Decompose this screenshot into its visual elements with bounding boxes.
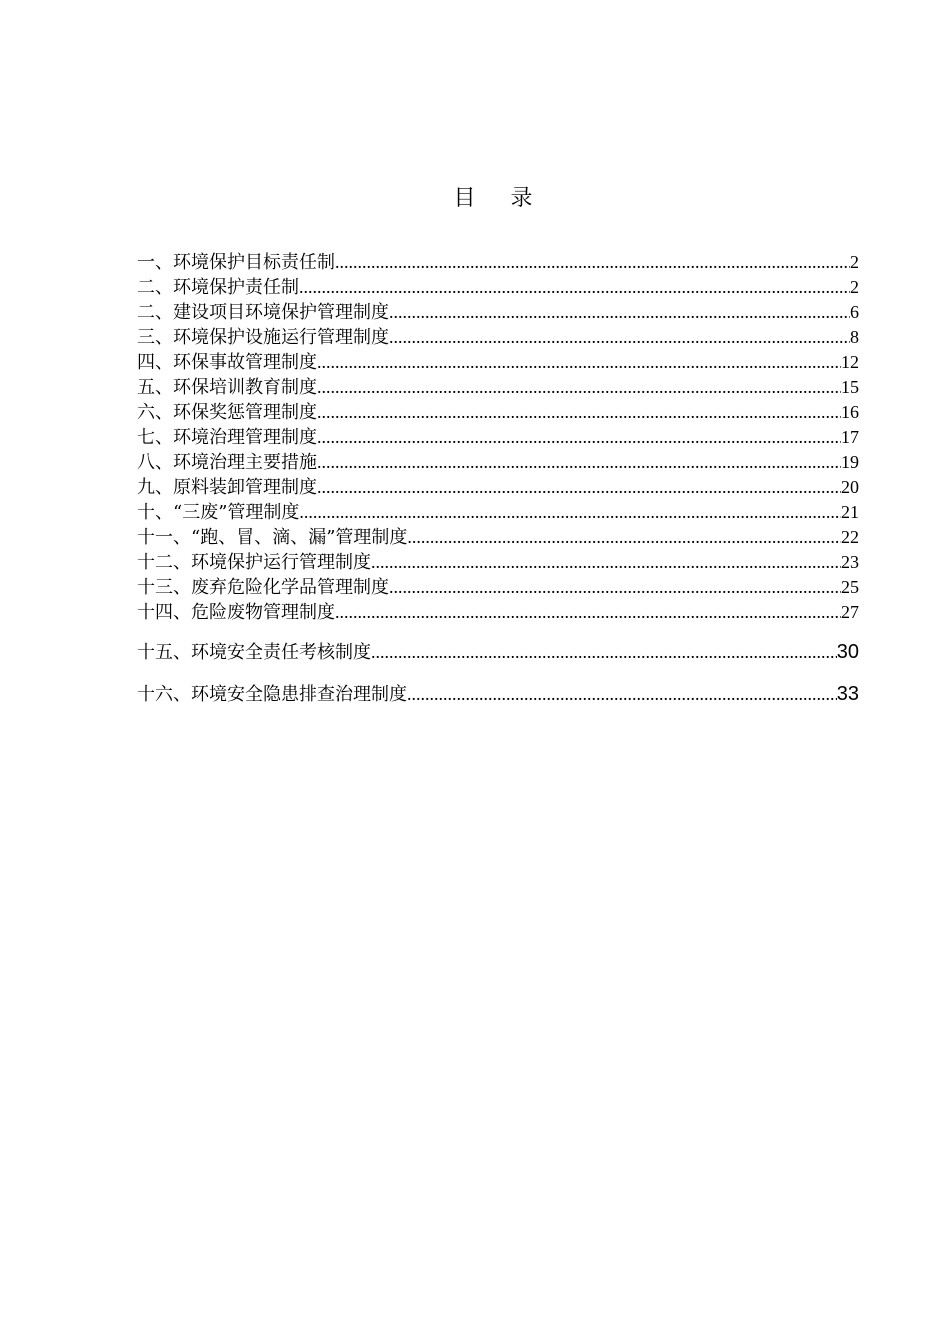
toc-entry-page: 21: [841, 502, 859, 522]
toc-entry[interactable]: [137, 475, 859, 500]
toc-entry[interactable]: [137, 500, 859, 525]
toc-entry-page: 12: [841, 352, 859, 372]
dot-leader: [317, 350, 841, 375]
toc-entry-page: 30: [836, 641, 859, 663]
dot-leader: [389, 325, 850, 350]
dot-leader: [299, 500, 841, 525]
toc-entry[interactable]: [137, 525, 859, 550]
toc-entry-label: 十五、环境安全责任考核制度: [137, 642, 371, 663]
toc-entry-label: 三、环境保护设施运行管理制度: [137, 327, 389, 348]
toc-entry-label: 四、环保事故管理制度: [137, 352, 317, 373]
dot-leader: [371, 550, 841, 575]
toc-entry-page: 22: [841, 527, 859, 547]
toc-entry[interactable]: [137, 325, 859, 350]
toc-entry-page: 2: [850, 252, 859, 272]
dot-leader: [407, 525, 841, 550]
toc-entry-page: 25: [841, 577, 859, 597]
toc-entry-label: 八、环境治理主要措施: [137, 452, 317, 473]
toc-entry-page: 2: [850, 277, 859, 297]
toc-entry[interactable]: [137, 425, 859, 450]
toc-entry[interactable]: [137, 600, 859, 625]
dot-leader: [371, 631, 837, 673]
toc-entry-label: 九、原料装卸管理制度: [137, 477, 317, 498]
dot-leader: [317, 400, 841, 425]
dot-leader: [389, 300, 850, 325]
toc-entry-label: 六、环保奖惩管理制度: [137, 402, 317, 423]
dot-leader: [335, 600, 841, 625]
toc-entry-page: 20: [841, 477, 859, 497]
toc-entry-page: 23: [841, 552, 859, 572]
toc-entry-label: 十、“三废”管理制度: [137, 502, 300, 523]
toc-entry[interactable]: [137, 375, 859, 400]
toc-entry-page: 27: [841, 602, 859, 622]
toc-entry-label: 一、环境保护目标责任制: [137, 252, 335, 273]
dot-leader: [299, 275, 850, 300]
table-of-contents: [137, 250, 859, 715]
toc-entry-label: 二、环境保护责任制: [137, 277, 299, 298]
toc-entry[interactable]: [137, 250, 859, 275]
toc-entry-page: 19: [841, 452, 859, 472]
toc-entry-label: 五、环保培训教育制度: [137, 377, 317, 398]
toc-entry-label: 七、环境治理管理制度: [137, 427, 317, 448]
toc-entry-page: 33: [836, 683, 859, 705]
toc-entry-label: 十六、环境安全隐患排查治理制度: [137, 684, 407, 705]
toc-entry[interactable]: [137, 450, 859, 475]
toc-entry-page: 6: [850, 302, 859, 322]
toc-entry[interactable]: [137, 550, 859, 575]
dot-leader: [317, 450, 841, 475]
toc-entry[interactable]: [137, 575, 859, 600]
dot-leader: [407, 673, 837, 715]
toc-entry[interactable]: [137, 350, 859, 375]
dot-leader: [389, 575, 841, 600]
toc-entry[interactable]: [137, 631, 859, 673]
toc-entry[interactable]: [137, 300, 859, 325]
dot-leader: [317, 425, 841, 450]
toc-entry-label: 十四、危险废物管理制度: [137, 602, 335, 623]
toc-title: 目 录: [453, 186, 547, 211]
toc-entry-label: 二、建设项目环境保护管理制度: [137, 302, 389, 323]
dot-leader: [317, 375, 841, 400]
toc-entry[interactable]: [137, 400, 859, 425]
toc-entry-page: 16: [841, 402, 859, 422]
toc-entry[interactable]: [137, 673, 859, 715]
dot-leader: [335, 250, 850, 275]
toc-entry-label: 十三、废弃危险化学品管理制度: [137, 577, 389, 598]
toc-entry-label: 十二、环境保护运行管理制度: [137, 552, 371, 573]
toc-entry-page: 17: [841, 427, 859, 447]
toc-entry-page: 15: [841, 377, 859, 397]
toc-entry-label: 十一、“跑、冒、滴、漏”管理制度: [137, 527, 408, 548]
dot-leader: [317, 475, 841, 500]
toc-entry[interactable]: [137, 275, 859, 300]
toc-entry-page: 8: [850, 327, 859, 347]
